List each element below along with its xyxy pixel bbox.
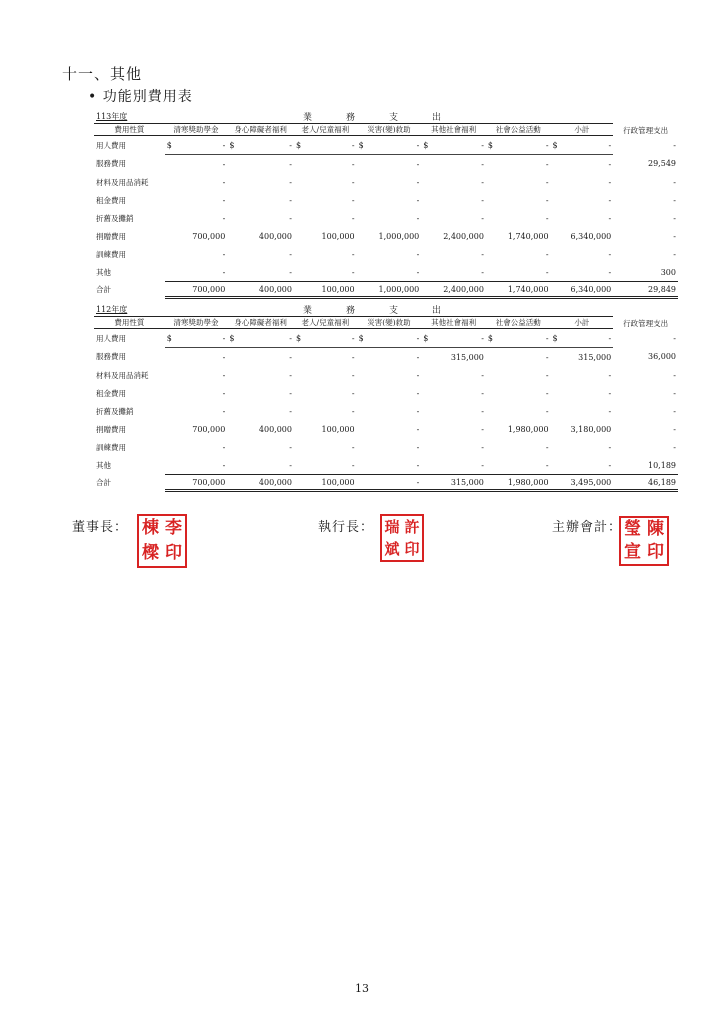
table-cell: 315,000	[578, 352, 612, 362]
table-cell: -	[222, 406, 226, 416]
table-cell: -	[481, 249, 484, 259]
row-label: 租金費用	[96, 388, 126, 398]
table-cell: -	[416, 424, 420, 434]
group-heading-char: 支	[388, 113, 432, 123]
column-header: 清寒獎助學金	[165, 317, 228, 329]
table-cell: -	[608, 442, 612, 452]
table-cell: -	[416, 460, 420, 470]
table-cell: -	[673, 140, 676, 150]
table-cell: -	[222, 159, 226, 169]
total-label: 合計	[96, 285, 111, 294]
table-cell: -	[222, 460, 226, 470]
admin-header: 行政管理支出	[623, 318, 669, 328]
table-cell: -	[416, 406, 420, 416]
total-cell: 700,000	[165, 475, 228, 491]
table-cell: -	[673, 442, 676, 452]
seal-char: 印	[165, 543, 182, 563]
table-cell: -	[545, 213, 549, 223]
column-header: 老人/兒童福利	[294, 317, 357, 329]
year-label: 112年度	[96, 305, 128, 314]
seal-char: 印	[647, 542, 664, 562]
table-cell: -	[351, 406, 355, 416]
table-cell: 400,000	[258, 231, 292, 241]
table-cell: $ -	[421, 329, 486, 348]
table-cell: 3,180,000	[570, 424, 612, 434]
table-cell: -	[481, 424, 484, 434]
row-label: 材料及用品消耗	[96, 177, 149, 187]
total-cell: 3,495,000	[551, 475, 614, 491]
seal-char: 棟	[142, 518, 159, 538]
table-cell: -	[545, 442, 549, 452]
table-cell: -	[481, 388, 484, 398]
table-cell: -	[351, 159, 355, 169]
table-cell: -	[351, 352, 355, 362]
total-cell: 6,340,000	[551, 282, 614, 298]
section-title: 十一、其他	[62, 65, 143, 83]
table-cell: -	[545, 249, 549, 259]
table-row	[94, 209, 678, 227]
row-label: 折舊及攤銷	[96, 213, 134, 223]
table-cell: -	[545, 406, 549, 416]
table-cell: -	[481, 267, 484, 277]
table-cell: -	[222, 370, 226, 380]
table-cell: -	[222, 442, 226, 452]
table-cell: -	[545, 460, 549, 470]
seal-char: 斌	[384, 539, 400, 558]
table-cell: -	[608, 406, 612, 416]
row-label: 捐贈費用	[96, 231, 126, 241]
table-cell: -	[673, 195, 676, 205]
year-label: 113年度	[96, 112, 128, 121]
table-cell: 1,980,000	[507, 424, 549, 434]
total-cell: 100,000	[294, 475, 357, 491]
table-cell: $ -	[486, 136, 551, 155]
table-cell: -	[222, 177, 226, 187]
table-cell: $ -	[294, 329, 357, 348]
table-cell: -	[545, 267, 549, 277]
table-row	[94, 402, 678, 420]
table-cell: -	[416, 388, 420, 398]
row-label: 用人費用	[96, 333, 126, 343]
seal-char: 樑	[142, 543, 159, 563]
table-cell: -	[673, 177, 676, 187]
table-cell: -	[545, 352, 549, 362]
table-cell: 100,000	[321, 424, 355, 434]
column-header: 小計	[551, 317, 614, 329]
table-cell: -	[351, 370, 355, 380]
table-cell: -	[351, 442, 355, 452]
table-cell: 29,549	[648, 159, 676, 169]
table-cell: -	[481, 177, 484, 187]
row-label: 折舊及攤銷	[96, 406, 134, 416]
expense-table	[94, 110, 678, 299]
group-heading-char: 業	[302, 306, 346, 316]
column-header: 老人/兒童福利	[294, 124, 357, 136]
table-cell: $ -	[294, 136, 357, 155]
table-row	[94, 245, 678, 263]
table-cell: -	[673, 424, 676, 434]
row-label: 訓練費用	[96, 249, 126, 259]
ceo-seal	[380, 514, 424, 562]
table-cell: -	[608, 213, 612, 223]
table-cell: 1,740,000	[507, 231, 549, 241]
table-cell: -	[545, 370, 549, 380]
seal-char: 宣	[624, 542, 641, 562]
table-cell: -	[481, 159, 484, 169]
chairman-seal	[137, 514, 187, 568]
table-cell: $ -	[486, 329, 551, 348]
total-cell: 29,849	[613, 282, 678, 298]
table-cell: -	[222, 267, 226, 277]
table-cell: 315,000	[450, 352, 484, 362]
table-cell: -	[351, 460, 355, 470]
total-cell: 400,000	[227, 282, 294, 298]
group-heading-char: 支	[388, 306, 432, 316]
total-cell: 100,000	[294, 282, 357, 298]
table-cell: -	[416, 267, 420, 277]
table-cell: -	[222, 195, 226, 205]
column-header: 社會公益活動	[486, 124, 551, 136]
table-row	[94, 263, 678, 282]
table-cell: 300	[660, 267, 676, 277]
total-cell: 1,000,000	[357, 282, 422, 298]
table-cell: -	[351, 249, 355, 259]
seal-char: 印	[404, 539, 420, 558]
table-cell: -	[289, 249, 292, 259]
group-heading-char: 業	[302, 113, 346, 123]
table-cell: $ -	[227, 136, 294, 155]
table-cell: -	[222, 388, 226, 398]
table-row	[94, 155, 678, 174]
expense-table-113	[94, 110, 678, 299]
seal-char: 許	[404, 517, 420, 536]
group-heading	[165, 110, 614, 124]
row-label-header: 費用性質	[94, 124, 165, 136]
table-cell: -	[416, 195, 420, 205]
table-row	[94, 384, 678, 402]
table-cell: -	[481, 442, 484, 452]
row-label: 其他	[96, 267, 111, 277]
total-cell: 2,400,000	[421, 282, 486, 298]
table-row	[94, 191, 678, 209]
table-cell: 100,000	[321, 231, 355, 241]
table-cell: -	[351, 195, 355, 205]
row-label: 租金費用	[96, 195, 126, 205]
table-cell: -	[673, 249, 676, 259]
table-cell: 1,000,000	[378, 231, 420, 241]
table-cell: -	[608, 195, 612, 205]
table-row	[94, 456, 678, 475]
total-row	[94, 282, 678, 298]
table-cell: -	[673, 213, 676, 223]
table-cell: -	[416, 177, 420, 187]
table-cell: 6,340,000	[570, 231, 612, 241]
table-cell: -	[351, 388, 355, 398]
table-cell: -	[416, 249, 420, 259]
row-label-header: 費用性質	[94, 317, 165, 329]
table-cell: -	[481, 213, 484, 223]
seal-char: 陳	[647, 519, 664, 539]
table-cell: 2,400,000	[443, 231, 484, 241]
total-cell: 315,000	[421, 475, 486, 491]
column-header: 身心障礙者福利	[227, 317, 294, 329]
table-cell: -	[416, 213, 420, 223]
table-cell: -	[608, 388, 612, 398]
table-cell: -	[289, 442, 292, 452]
chairman-label: 董事長：	[72, 520, 129, 535]
table-row	[94, 173, 678, 191]
admin-header: 行政管理支出	[623, 125, 669, 135]
table-cell: -	[608, 159, 612, 169]
table-cell: 400,000	[258, 424, 292, 434]
page-number: 13	[355, 982, 369, 995]
row-label: 其他	[96, 460, 111, 470]
column-header: 其他社會福利	[421, 317, 486, 329]
table-cell: -	[289, 406, 292, 416]
table-cell: -	[289, 352, 292, 362]
table-cell: -	[222, 249, 226, 259]
table-cell: $ -	[165, 136, 228, 155]
table-cell: -	[545, 177, 549, 187]
table-row	[94, 329, 678, 348]
seal-char: 瑞	[384, 517, 400, 536]
table-cell: -	[289, 460, 292, 470]
table-cell: -	[481, 406, 484, 416]
table-row	[94, 227, 678, 245]
table-cell: -	[289, 370, 292, 380]
table-cell: -	[673, 370, 676, 380]
table-cell: -	[289, 213, 292, 223]
table-cell: -	[608, 267, 612, 277]
row-label: 捐贈費用	[96, 424, 126, 434]
table-cell: -	[289, 159, 292, 169]
total-cell: 700,000	[165, 282, 228, 298]
total-row	[94, 475, 678, 491]
group-heading	[165, 303, 614, 317]
row-label: 服務費用	[96, 159, 126, 169]
seal-char: 李	[165, 518, 182, 538]
table-cell: -	[608, 177, 612, 187]
seal-char: 瑩	[624, 519, 641, 539]
table-cell: -	[416, 352, 420, 362]
table-cell: -	[545, 195, 549, 205]
table-cell: -	[545, 159, 549, 169]
column-header: 社會公益活動	[486, 317, 551, 329]
table-cell: -	[351, 267, 355, 277]
subtitle: • 功能別費用表	[88, 89, 193, 105]
table-cell: -	[289, 388, 292, 398]
table-cell: -	[673, 388, 676, 398]
table-row	[94, 438, 678, 456]
column-header: 清寒獎助學金	[165, 124, 228, 136]
table-cell: -	[481, 370, 484, 380]
group-heading-char: 出	[431, 113, 475, 123]
row-label: 材料及用品消耗	[96, 370, 149, 380]
column-header: 其他社會福利	[421, 124, 486, 136]
table-cell: $ -	[357, 329, 422, 348]
table-cell: -	[289, 195, 292, 205]
table-cell: 10,189	[648, 460, 676, 470]
table-cell: -	[608, 460, 612, 470]
column-header: 災害(變)救助	[357, 124, 422, 136]
table-cell: 700,000	[192, 424, 226, 434]
group-heading-char: 務	[345, 113, 389, 123]
total-cell: 1,980,000	[486, 475, 551, 491]
table-cell: -	[351, 177, 355, 187]
table-row	[94, 348, 678, 367]
table-cell: 700,000	[192, 231, 226, 241]
row-label: 服務費用	[96, 352, 126, 362]
column-header: 身心障礙者福利	[227, 124, 294, 136]
table-cell: $ -	[165, 329, 228, 348]
table-cell: -	[481, 195, 484, 205]
table-row	[94, 136, 678, 155]
expense-table-112	[94, 303, 678, 492]
total-cell: -	[357, 475, 422, 491]
table-cell: -	[608, 249, 612, 259]
table-cell: $ -	[227, 329, 294, 348]
total-cell: 400,000	[227, 475, 294, 491]
ceo-label: 執行長：	[318, 520, 375, 535]
table-cell: -	[545, 388, 549, 398]
accountant-seal	[619, 516, 669, 566]
table-cell: -	[222, 352, 226, 362]
total-label: 合計	[96, 478, 111, 487]
table-cell: $ -	[357, 136, 422, 155]
table-cell: -	[481, 460, 484, 470]
group-heading-char: 出	[431, 306, 475, 316]
table-cell: -	[608, 370, 612, 380]
table-cell: -	[416, 370, 420, 380]
row-label: 用人費用	[96, 140, 126, 150]
table-cell: -	[289, 177, 292, 187]
expense-table	[94, 303, 678, 492]
total-cell: 46,189	[613, 475, 678, 491]
table-cell: -	[673, 406, 676, 416]
group-heading-char: 務	[345, 306, 389, 316]
column-header: 災害(變)救助	[357, 317, 422, 329]
subtitle-text: 功能別費用表	[102, 89, 193, 105]
accountant-label: 主辦會計：	[552, 520, 623, 535]
table-row	[94, 420, 678, 438]
table-cell: -	[416, 442, 420, 452]
table-cell: -	[222, 213, 226, 223]
table-cell: -	[351, 213, 355, 223]
table-cell: 36,000	[648, 352, 676, 362]
row-label: 訓練費用	[96, 442, 126, 452]
table-cell: $ -	[421, 136, 486, 155]
table-row	[94, 366, 678, 384]
column-header: 小計	[551, 124, 614, 136]
table-cell: -	[673, 333, 676, 343]
table-cell: -	[289, 267, 292, 277]
table-cell: -	[416, 159, 420, 169]
table-cell: -	[673, 231, 676, 241]
table-cell: $ -	[551, 136, 614, 155]
total-cell: 1,740,000	[486, 282, 551, 298]
table-cell: $ -	[551, 329, 614, 348]
